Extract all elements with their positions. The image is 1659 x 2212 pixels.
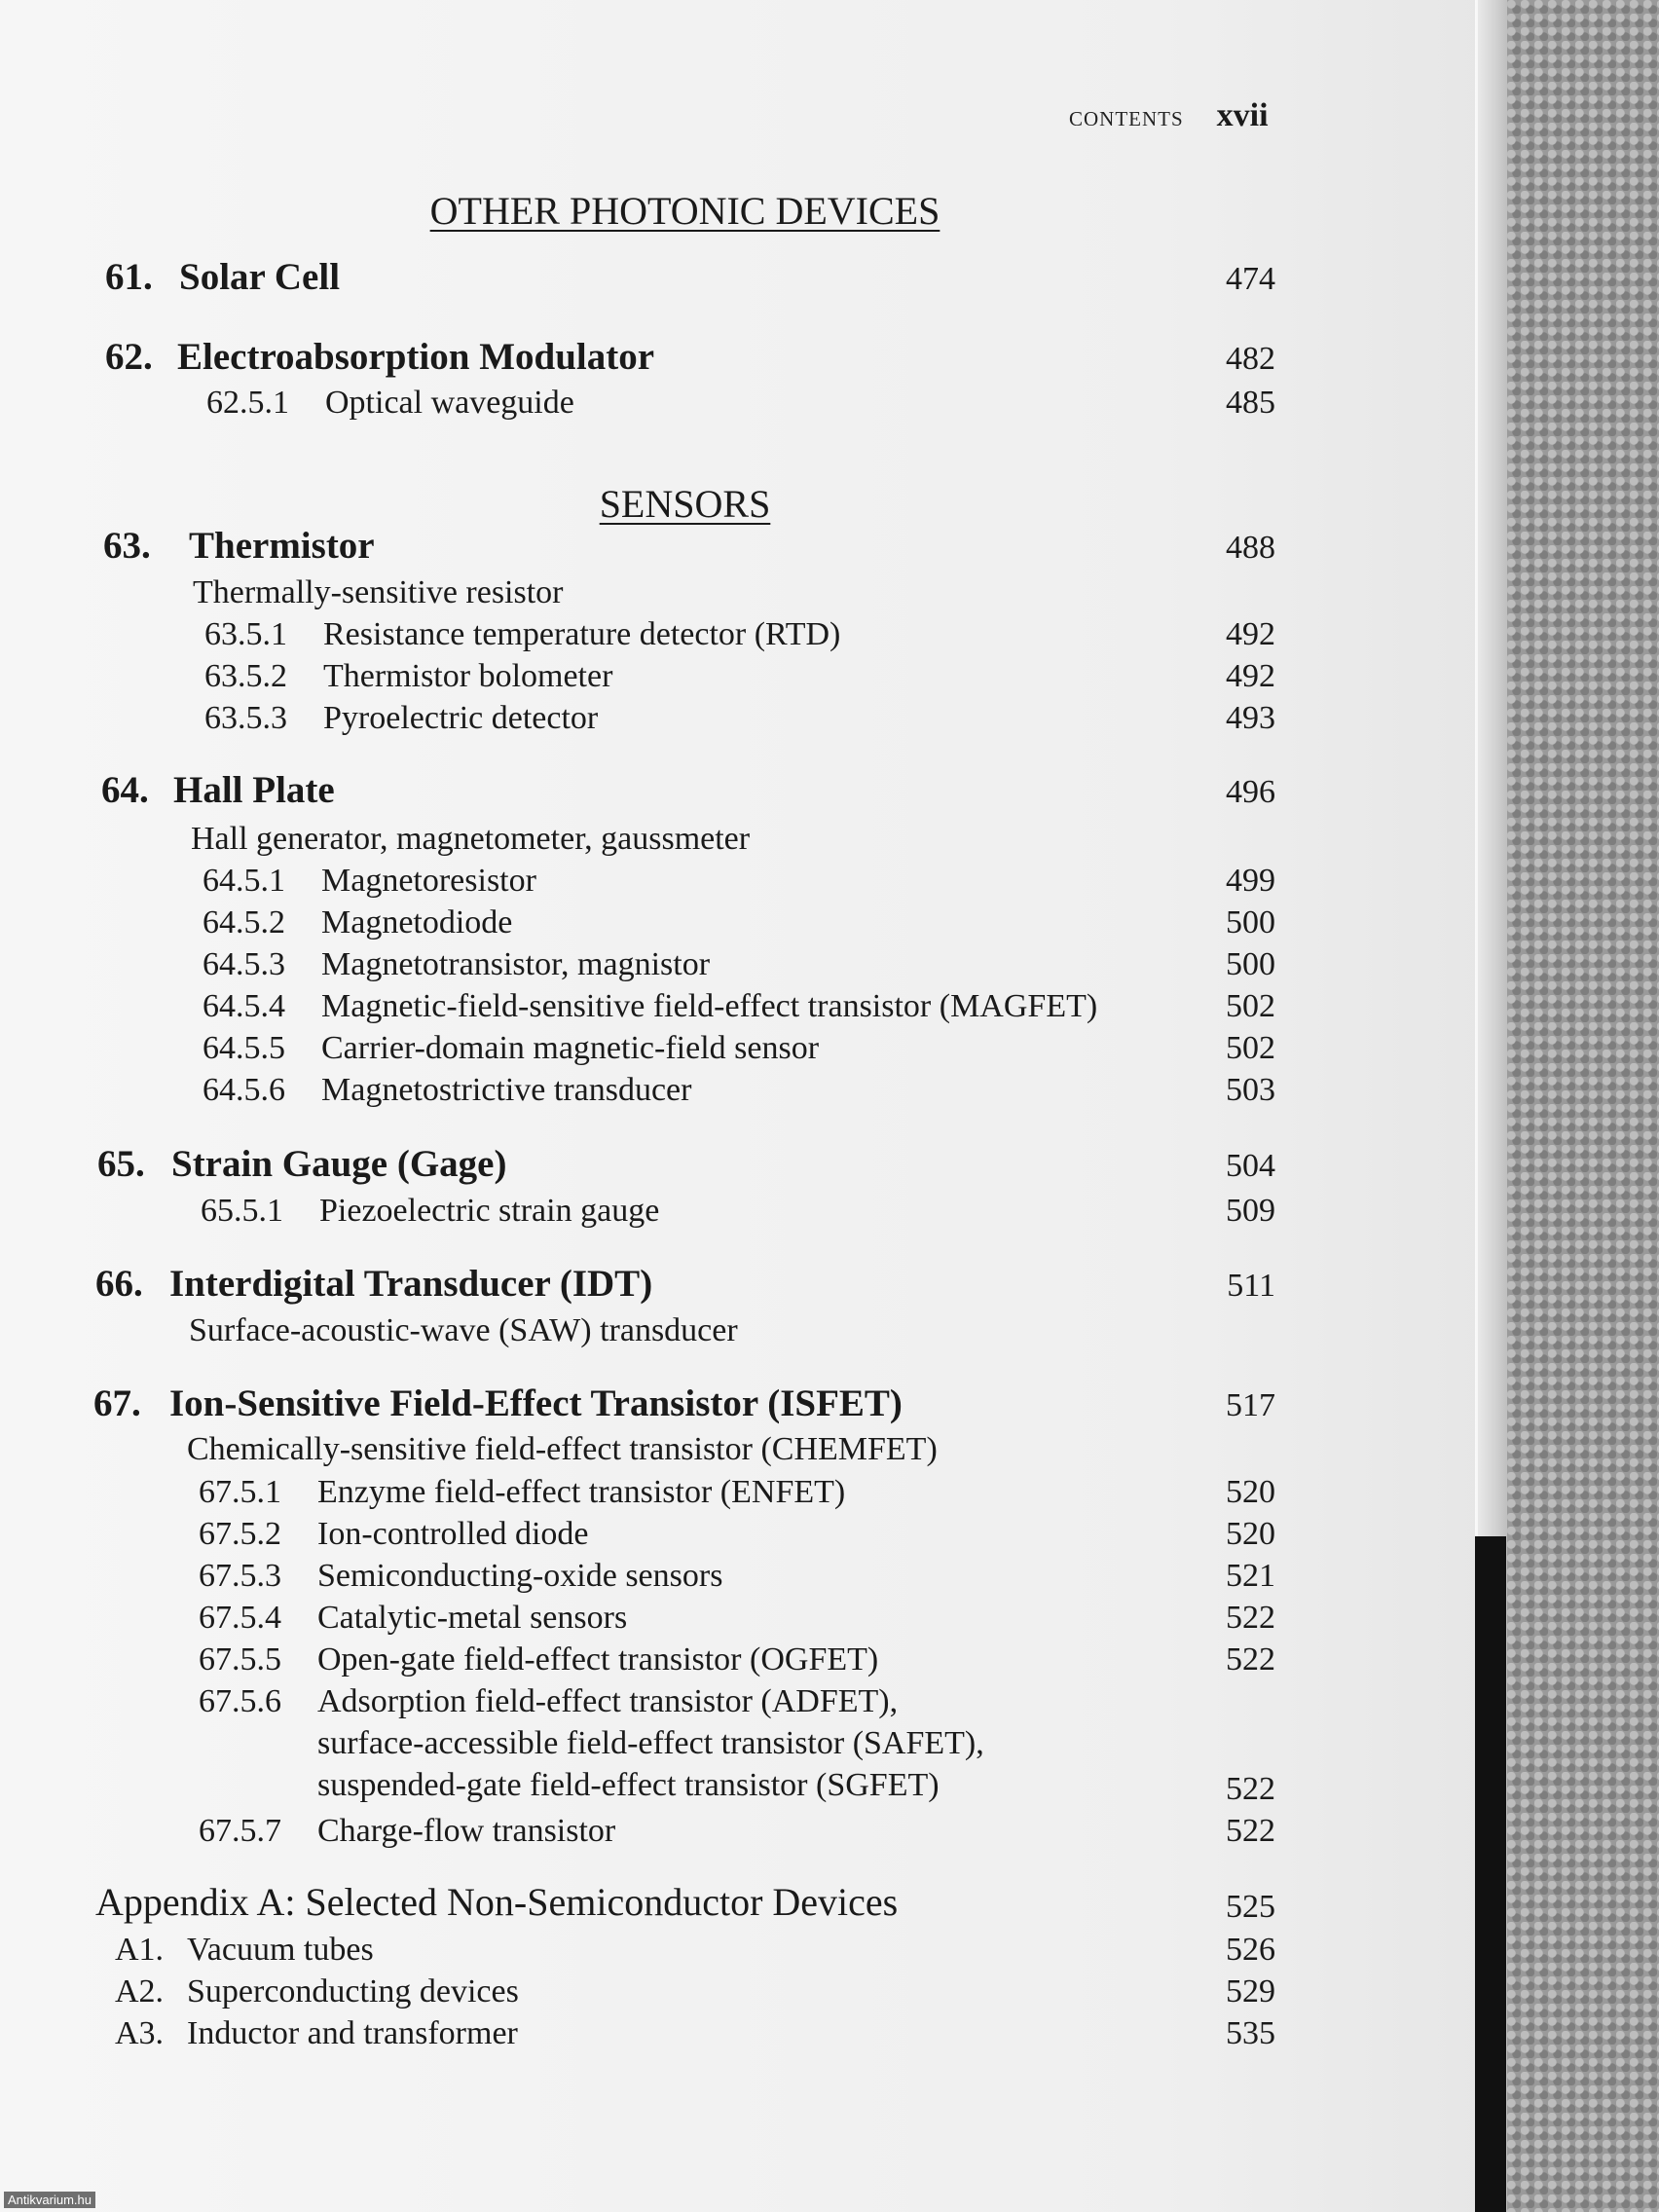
subsection-number: 63.5.2: [204, 658, 287, 694]
subsection-page: 522: [1226, 1641, 1275, 1677]
toc-subsection[interactable]: [0, 658, 1285, 701]
subsection-title: Optical waveguide: [325, 385, 574, 421]
chapter-title: Hall Plate: [173, 769, 335, 811]
chapter-page: 504: [1226, 1148, 1275, 1184]
toc-subsection[interactable]: [0, 1600, 1285, 1642]
appendix-title: Appendix A: Selected Non-Semiconductor Devices: [95, 1880, 899, 1924]
subsection-number: 67.5.1: [199, 1474, 281, 1510]
subsection-title: Piezoelectric strain gauge: [319, 1193, 660, 1229]
subsection-page: 499: [1226, 863, 1275, 899]
subsection-page: 520: [1226, 1516, 1275, 1552]
chapter-title: Thermistor: [189, 525, 375, 567]
appendix-item-number: A2.: [115, 1973, 165, 2009]
subsection-number: 67.5.2: [199, 1516, 281, 1552]
chapter-alt-name: Thermally-sensitive resistor: [193, 574, 564, 610]
toc-subsection[interactable]: [0, 1558, 1285, 1601]
toc-chapter-63[interactable]: [0, 524, 1285, 567]
subsection-title: Magnetoresistor: [321, 863, 536, 899]
subsection-title: Ion-controlled diode: [317, 1516, 589, 1552]
subsection-title: Resistance temperature detector (RTD): [323, 616, 841, 652]
toc-appendix-a[interactable]: [0, 1879, 1285, 1928]
subsection-title: Magnetic-field-sensitive field-effect transistor (MAGFET): [321, 988, 1098, 1024]
subsection-number: 67.5.5: [199, 1641, 281, 1677]
subsection-number: 63.5.1: [204, 616, 287, 652]
subsection-page: 522: [1226, 1813, 1275, 1849]
toc-subsection[interactable]: [0, 946, 1285, 989]
appendix-item-title: Superconducting devices: [187, 1973, 519, 2009]
subsection-page: 502: [1226, 1030, 1275, 1066]
chapter-alt-name: Surface-acoustic-wave (SAW) transducer: [189, 1312, 738, 1348]
toc-chapter-64[interactable]: [0, 768, 1285, 811]
toc-appendix-item[interactable]: [0, 2015, 1285, 2058]
subsection-page: 492: [1226, 616, 1275, 652]
toc-subsection[interactable]: [0, 1474, 1285, 1517]
chapter-title: Electroabsorption Modulator: [177, 336, 655, 378]
chapter-page: 488: [1226, 530, 1275, 566]
toc-appendix-item[interactable]: [0, 1932, 1285, 1974]
subsection-title: Magnetodiode: [321, 904, 513, 940]
toc-subsection[interactable]: [0, 988, 1285, 1031]
subsection-number: 67.5.4: [199, 1600, 281, 1636]
toc-subsection[interactable]: [0, 1516, 1285, 1559]
toc-subsection[interactable]: [0, 1641, 1285, 1684]
toc-subsection[interactable]: [0, 1072, 1285, 1115]
subsection-page: 493: [1226, 700, 1275, 736]
subsection-title: Magnetostrictive transducer: [321, 1072, 692, 1108]
cover-dark-band: [1475, 1536, 1506, 2212]
appendix-item-title: Inductor and transformer: [187, 2015, 518, 2051]
subsection-title: Pyroelectric detector: [323, 700, 599, 736]
chapter-alt-name: Hall generator, magnetometer, gaussmeter: [191, 821, 751, 857]
page-number: xvii: [1216, 97, 1269, 133]
chapter-number: 63.: [103, 525, 151, 567]
subsection-number: 62.5.1: [206, 385, 289, 421]
background-fabric: [1507, 0, 1659, 2212]
subsection-page: 500: [1226, 904, 1275, 940]
subsection-title: Catalytic-metal sensors: [317, 1600, 628, 1636]
toc-subsection[interactable]: [0, 616, 1285, 659]
appendix-page: 525: [1226, 1889, 1275, 1925]
subsection-number: 64.5.5: [203, 1030, 285, 1066]
toc-chapter-62[interactable]: [0, 335, 1285, 378]
appendix-item-number: A1.: [115, 1932, 165, 1968]
toc-subsection[interactable]: [0, 1813, 1285, 1856]
toc-chapter-66[interactable]: [0, 1262, 1285, 1305]
toc-appendix-item[interactable]: [0, 1973, 1285, 2016]
subsection-page: 520: [1226, 1474, 1275, 1510]
subsection-page: 522: [1226, 1771, 1275, 1807]
chapter-title: Strain Gauge (Gage): [171, 1143, 507, 1185]
subsection-page: 492: [1226, 658, 1275, 694]
subsection-title-continuation: surface-accessible field-effect transistor (SAFET),: [317, 1725, 984, 1761]
toc-subsection[interactable]: [0, 1030, 1285, 1073]
appendix-item-page: 529: [1226, 1973, 1275, 2009]
subsection-number: 63.5.3: [204, 700, 287, 736]
chapter-number: 62.: [105, 336, 153, 378]
subsection-number: 65.5.1: [201, 1193, 283, 1229]
appendix-item-page: 535: [1226, 2015, 1275, 2051]
site-watermark: Antikvarium.hu: [4, 2192, 95, 2208]
section-heading-sensors: SENSORS: [599, 482, 771, 526]
subsection-title: Semiconducting-oxide sensors: [317, 1558, 723, 1594]
toc-subsection-multiline[interactable]: [0, 1683, 1285, 1810]
chapter-alt-name: Chemically-sensitive field-effect transistor (CHEMFET): [187, 1431, 938, 1467]
chapter-page: 482: [1226, 341, 1275, 377]
subsection-page: 509: [1226, 1193, 1275, 1229]
subsection-number: 67.5.3: [199, 1558, 281, 1594]
subsection-page: 500: [1226, 946, 1275, 982]
subsection-number: 64.5.3: [203, 946, 285, 982]
subsection-number: 64.5.1: [203, 863, 285, 899]
toc-subsection[interactable]: [0, 904, 1285, 947]
subsection-title: Adsorption field-effect transistor (ADFET),: [317, 1683, 899, 1719]
chapter-number: 64.: [101, 769, 149, 811]
chapter-title: Interdigital Transducer (IDT): [169, 1263, 653, 1305]
subsection-number: 64.5.2: [203, 904, 285, 940]
subsection-title: Thermistor bolometer: [323, 658, 613, 694]
toc-chapter-61[interactable]: [0, 255, 1285, 298]
chapter-number: 67.: [93, 1382, 141, 1424]
toc-chapter-67[interactable]: [0, 1382, 1285, 1424]
toc-subsection[interactable]: [0, 863, 1285, 905]
chapter-page: 511: [1227, 1268, 1275, 1304]
section-heading-photonic: OTHER PHOTONIC DEVICES: [429, 189, 940, 233]
subsection-page: 521: [1226, 1558, 1275, 1594]
subsection-title: Magnetotransistor, magnistor: [321, 946, 711, 982]
subsection-title: Charge-flow transistor: [317, 1813, 616, 1849]
running-head-label: CONTENTS: [1069, 107, 1184, 130]
toc-subsection[interactable]: [0, 1193, 1285, 1235]
chapter-title: Ion-Sensitive Field-Effect Transistor (ISFET): [169, 1382, 903, 1424]
subsection-page: 522: [1226, 1600, 1275, 1636]
subsection-number: 67.5.7: [199, 1813, 281, 1849]
subsection-title: Enzyme field-effect transistor (ENFET): [317, 1474, 846, 1510]
subsection-page: 502: [1226, 988, 1275, 1024]
subsection-page: 485: [1226, 385, 1275, 421]
subsection-number: 64.5.4: [203, 988, 285, 1024]
toc-chapter-65[interactable]: [0, 1142, 1285, 1185]
chapter-number: 65.: [97, 1143, 145, 1185]
chapter-title: Solar Cell: [179, 256, 341, 298]
appendix-item-page: 526: [1226, 1932, 1275, 1968]
subsection-page: 503: [1226, 1072, 1275, 1108]
chapter-number: 61.: [105, 256, 153, 298]
toc-subsection[interactable]: [0, 385, 1285, 427]
appendix-item-title: Vacuum tubes: [187, 1932, 374, 1968]
chapter-number: 66.: [95, 1263, 143, 1305]
chapter-page: 496: [1226, 774, 1275, 810]
subsection-title-continuation: suspended-gate field-effect transistor (SGFET): [317, 1767, 940, 1803]
chapter-page: 474: [1226, 261, 1275, 297]
chapter-page: 517: [1226, 1387, 1275, 1423]
appendix-item-number: A3.: [115, 2015, 165, 2051]
subsection-number: 67.5.6: [199, 1683, 281, 1719]
running-head: [1069, 97, 1277, 134]
toc-subsection[interactable]: [0, 700, 1285, 743]
subsection-title: Open-gate field-effect transistor (OGFET): [317, 1641, 879, 1677]
subsection-title: Carrier-domain magnetic-field sensor: [321, 1030, 820, 1066]
subsection-number: 64.5.6: [203, 1072, 285, 1108]
